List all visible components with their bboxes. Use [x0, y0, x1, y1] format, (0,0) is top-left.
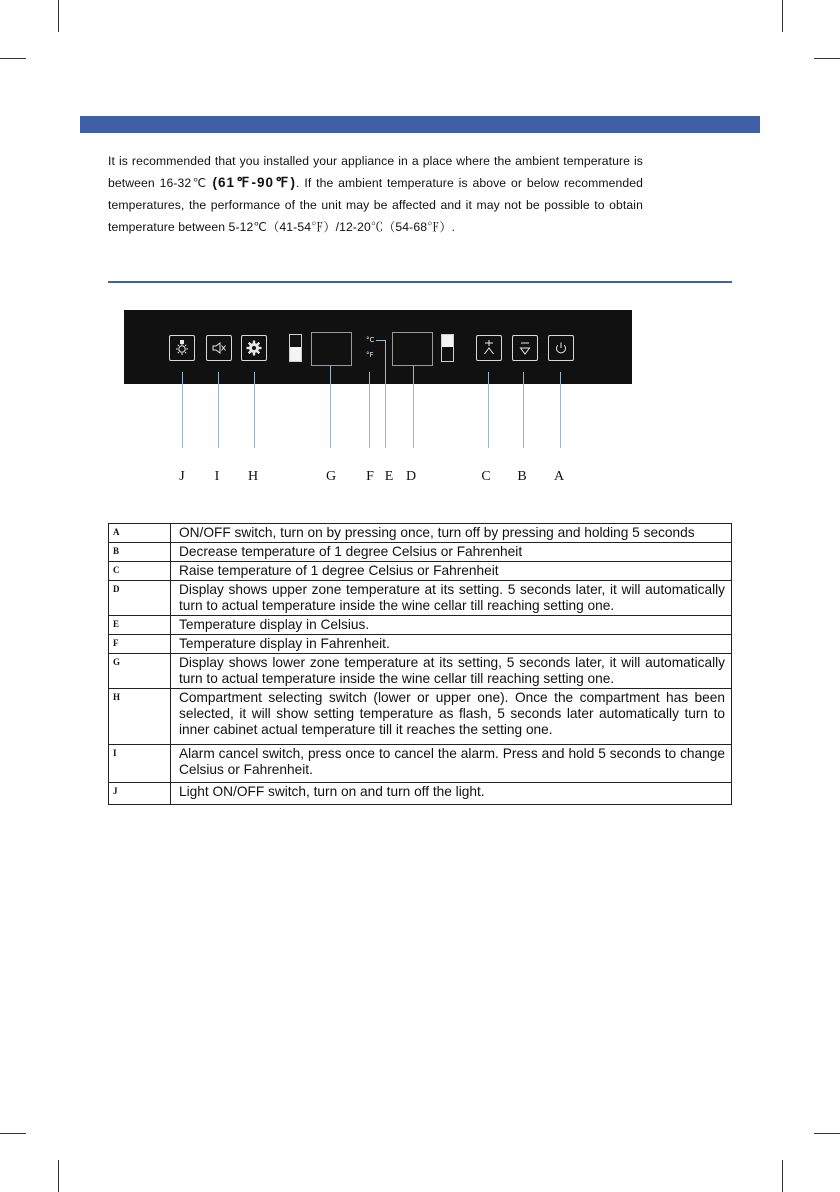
- table-row: [109, 581, 732, 616]
- table-row: [109, 562, 732, 581]
- leader-line: [523, 372, 524, 448]
- row-description: Decrease temperature of 1 degree Celsius or Fahrenheit: [171, 543, 732, 562]
- row-key: A: [109, 524, 171, 543]
- table-row: [109, 524, 732, 543]
- row-description: ON/OFF switch, turn on by pressing once, turn off by pressing and holding 5 seconds: [171, 524, 732, 543]
- light-icon: [173, 339, 191, 357]
- gear-icon: [245, 339, 263, 357]
- upper-zone-display: [392, 332, 433, 366]
- temperature-up-button[interactable]: [476, 335, 502, 361]
- row-key: E: [109, 616, 171, 635]
- section-divider: [108, 281, 732, 283]
- row-key: G: [109, 654, 171, 689]
- lower-zone-indicator: [289, 334, 302, 362]
- intro-paragraph: [108, 150, 643, 238]
- row-description: Alarm cancel switch, press once to cancel the alarm. Press and hold 5 seconds to change Celsius or Fahrenheit.: [171, 745, 732, 783]
- minus-down-icon: [516, 339, 534, 357]
- leader-line: [560, 372, 561, 448]
- callout-g: G: [325, 469, 337, 484]
- crop-mark: [782, 1160, 783, 1192]
- light-button[interactable]: [169, 335, 195, 361]
- crop-mark: [782, 0, 783, 32]
- table-row: [109, 635, 732, 654]
- intro-range: (61℉-90℉): [212, 175, 297, 190]
- row-key: J: [109, 783, 171, 805]
- celsius-indicator: °C: [366, 336, 375, 344]
- row-description: Raise temperature of 1 degree Celsius or Fahrenheit: [171, 562, 732, 581]
- fahrenheit-indicator: °F: [366, 351, 374, 359]
- callout-j: J: [179, 469, 185, 484]
- callout-e: E: [384, 469, 394, 484]
- alarm-mute-button[interactable]: [206, 335, 232, 361]
- zone-fill: [290, 347, 301, 361]
- row-key: C: [109, 562, 171, 581]
- callout-i: I: [214, 469, 220, 484]
- function-table: [108, 523, 732, 805]
- row-key: I: [109, 745, 171, 783]
- compartment-button[interactable]: [241, 335, 267, 361]
- table-row: [109, 543, 732, 562]
- leader-line: [488, 372, 489, 448]
- section-header-bar: [80, 116, 760, 133]
- leader-line: [254, 372, 255, 448]
- temperature-down-button[interactable]: [512, 335, 538, 361]
- crop-mark: [814, 1133, 840, 1134]
- callout-h: H: [247, 469, 259, 484]
- row-key: F: [109, 635, 171, 654]
- plus-up-icon: [480, 339, 498, 357]
- table-row: [109, 654, 732, 689]
- crop-mark: [58, 1160, 59, 1192]
- mute-icon: [210, 339, 228, 357]
- table-row: [109, 783, 732, 805]
- table-row: [109, 745, 732, 783]
- leader-line: [369, 372, 370, 448]
- intro-text-1: It is recommended that you installed your appliance in a place where the ambient temperature is between 16-32℃: [108, 154, 643, 190]
- crop-mark: [814, 58, 840, 59]
- leader-line: [385, 340, 386, 448]
- leader-line: [376, 340, 385, 341]
- callout-c: C: [481, 469, 491, 484]
- row-description: Temperature display in Fahrenheit.: [171, 635, 732, 654]
- leader-line: [330, 366, 331, 448]
- crop-mark: [0, 1133, 26, 1134]
- callout-d: D: [405, 469, 417, 484]
- crop-mark: [0, 58, 26, 59]
- leader-line: [182, 372, 183, 448]
- row-key: D: [109, 581, 171, 616]
- control-panel: [124, 310, 632, 384]
- row-description: Light ON/OFF switch, turn on and turn off the light.: [171, 783, 732, 805]
- row-description: Display shows upper zone temperature at its setting. 5 seconds later, it will automatically turn to actual temperature inside the wine cellar till reaching setting one.: [171, 581, 732, 616]
- row-description: Temperature display in Celsius.: [171, 616, 732, 635]
- callout-b: B: [517, 469, 527, 484]
- leader-line: [218, 372, 219, 448]
- row-key: B: [109, 543, 171, 562]
- row-description: Display shows lower zone temperature at its setting, 5 seconds later, it will automatically turn to actual temperature inside the wine cellar till reaching setting one.: [171, 654, 732, 689]
- zone-fill: [442, 335, 453, 347]
- power-button[interactable]: [548, 335, 574, 361]
- callout-f: F: [366, 469, 374, 484]
- crop-mark: [58, 0, 59, 32]
- table-row: [109, 689, 732, 745]
- lower-zone-display: [311, 332, 352, 366]
- row-description: Compartment selecting switch (lower or upper one). Once the compartment has been selected, it will show setting temperature as flash, 5 seconds later automatically turn to inner cabinet actual temperature till it reaches the setting one.: [171, 689, 732, 745]
- intro-text-2: . If the ambient temperature is above or below recommended temperatures, the performance of the unit may be affected and it may not be possible to obtain temperature between 5-12℃（41-54℉）/12-20℃（54-68℉）.: [108, 176, 643, 234]
- power-icon: [552, 339, 570, 357]
- leader-line: [413, 366, 414, 448]
- row-key: H: [109, 689, 171, 745]
- callout-a: A: [553, 469, 565, 484]
- upper-zone-indicator: [441, 334, 454, 362]
- table-row: [109, 616, 732, 635]
